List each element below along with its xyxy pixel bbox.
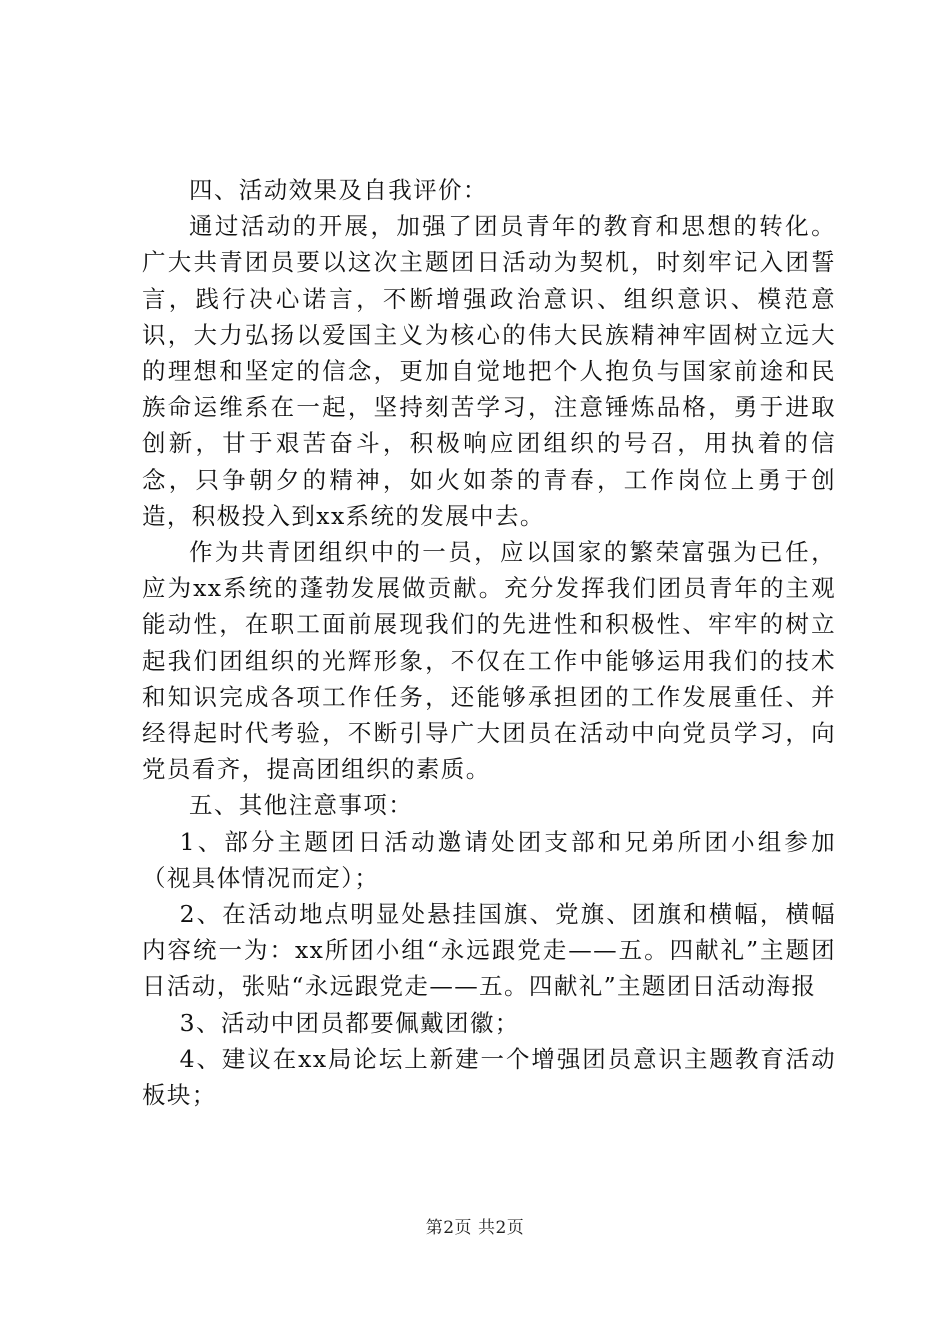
paragraph-effect: 通过活动的开展，加强了团员青年的教育和思想的转化。广大共青团员要以这次主题团日活动为契机，时刻牢记入团誓言，践行决心诺言，不断增强政治意识、组织意识、模范意识，大力弘扬以爱国主义为核心的伟大民族精神牢固树立远大的理想和坚定的信念，更加自觉地把个人抱负与国家前途和民族命运维系在一起，坚持刻苦学习，注意锤炼品格，勇于进取创新，甘于艰苦奋斗，积极响应团组织的号召，用执着的信念，只争朝夕的精神，如火如荼的青春，工作岗位上勇于创造，积极投入到xx系统的发展中去。 xyxy=(142,212,836,530)
paragraph-member-role: 作为共青团组织中的一员，应以国家的繁荣富强为已任，应为xx系统的蓬勃发展做贡献。充分发挥我们团员青年的主观能动性，在职工面前展现我们的先进性和积极性、牢牢的树立起我们团组织的光辉形象，不仅在工作中能够运用我们的技术和知识完成各项工作任务，还能够承担团的工作发展重任、并经得起时代考验，不断引导广大团员在活动中向党员学习，向党员看齐，提高团组织的素质。 xyxy=(142,538,836,784)
section-heading-notes: 五、其他注意事项： xyxy=(189,791,414,820)
document-body xyxy=(142,172,836,1113)
page-footer: 第2页 共2页 xyxy=(425,1218,525,1238)
note-item-1: 1、部分主题团日活动邀请处团支部和兄弟所团小组参加（视具体情况而定）； xyxy=(142,827,836,892)
note-item-3: 3、活动中团员都要佩戴团徽； xyxy=(179,1008,520,1037)
section-heading-effect: 四、活动效果及自我评价： xyxy=(189,176,488,204)
note-item-2: 2、在活动地点明显处悬挂国旗、党旗、团旗和横幅，横幅内容统一为：xx所团小组“永远跟党走——五。四献礼”主题团日活动，张贴“永远跟党走——五。四献礼”主题团日活动海报 xyxy=(142,900,836,1001)
note-item-4: 4、建议在xx局论坛上新建一个增强团员意识主题教育活动板块； xyxy=(142,1044,836,1110)
